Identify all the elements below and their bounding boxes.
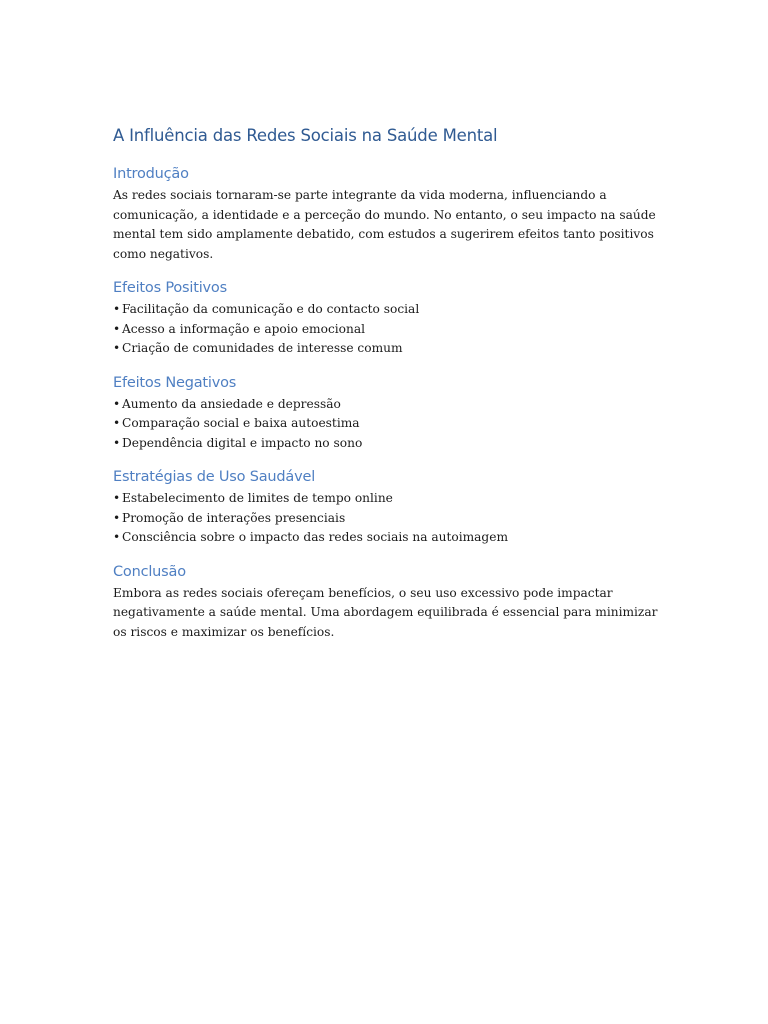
section-estrategias (113, 467, 658, 548)
estrategias-list (113, 489, 658, 548)
list-item (113, 320, 658, 340)
list-item (113, 414, 658, 434)
section-heading-estrategias: Estratégias de Uso Saudável (113, 469, 316, 485)
list-item-text: Comparação social e baixa autoestima (122, 416, 360, 430)
list-item-text: Facilitação da comunicação e do contacto social (122, 302, 420, 316)
list-item (113, 489, 658, 509)
list-item-text: Dependência digital e impacto no sono (122, 435, 363, 450)
list-item (113, 300, 658, 320)
section-efeitos-positivos (113, 278, 658, 359)
bullet-icon: • (113, 510, 121, 525)
section-heading-efeitos-positivos: Efeitos Positivos (113, 280, 227, 296)
section-introducao (113, 164, 658, 264)
section-conclusao (113, 562, 658, 643)
conclusao-paragraph: Embora as redes sociais ofereçam benefícios, o seu uso excessivo pode impactar negativamente a saúde mental. Uma abordagem equilibrada é essencial para minimizar os riscos e maximizar os benefícios. (113, 585, 658, 639)
bullet-icon: • (113, 341, 121, 355)
list-item-text: Consciência sobre o impacto das redes sociais na autoimagem (122, 530, 509, 544)
section-efeitos-negativos (113, 373, 658, 454)
list-item-text: Acesso a informação e apoio emocional (122, 321, 366, 336)
bullet-icon: • (113, 302, 121, 316)
list-item (113, 339, 658, 359)
list-item (113, 395, 658, 415)
bullet-icon: • (113, 435, 121, 450)
section-heading-introducao: Introdução (113, 166, 189, 182)
bullet-icon: • (113, 530, 121, 544)
efeitos-negativos-list (113, 395, 658, 454)
list-item-text: Criação de comunidades de interesse comum (122, 341, 403, 355)
list-item (113, 434, 658, 454)
bullet-icon: • (113, 416, 121, 430)
list-item (113, 509, 658, 529)
bullet-icon: • (113, 491, 121, 505)
list-item-text: Estabelecimento de limites de tempo online (122, 491, 393, 505)
list-item-text: Promoção de interações presenciais (122, 510, 346, 525)
section-heading-efeitos-negativos: Efeitos Negativos (113, 374, 237, 391)
introducao-paragraph: As redes sociais tornaram-se parte integrante da vida moderna, influenciando a comunicação, a identidade e a perceção do mundo. No entanto, o seu impacto na saúde mental tem sido amplamente debatido, com estudos a sugerirem efeitos tanto positivos como negativos. (113, 188, 656, 261)
section-heading-conclusao: Conclusão (113, 563, 186, 580)
bullet-icon: • (113, 396, 121, 411)
document-title: A Influência das Redes Sociais na Saúde Mental (113, 126, 498, 145)
list-item-text: Aumento da ansiedade e depressão (122, 396, 341, 411)
efeitos-positivos-list (113, 300, 658, 359)
list-item (113, 528, 658, 548)
document-page (113, 124, 658, 656)
bullet-icon: • (113, 321, 121, 336)
